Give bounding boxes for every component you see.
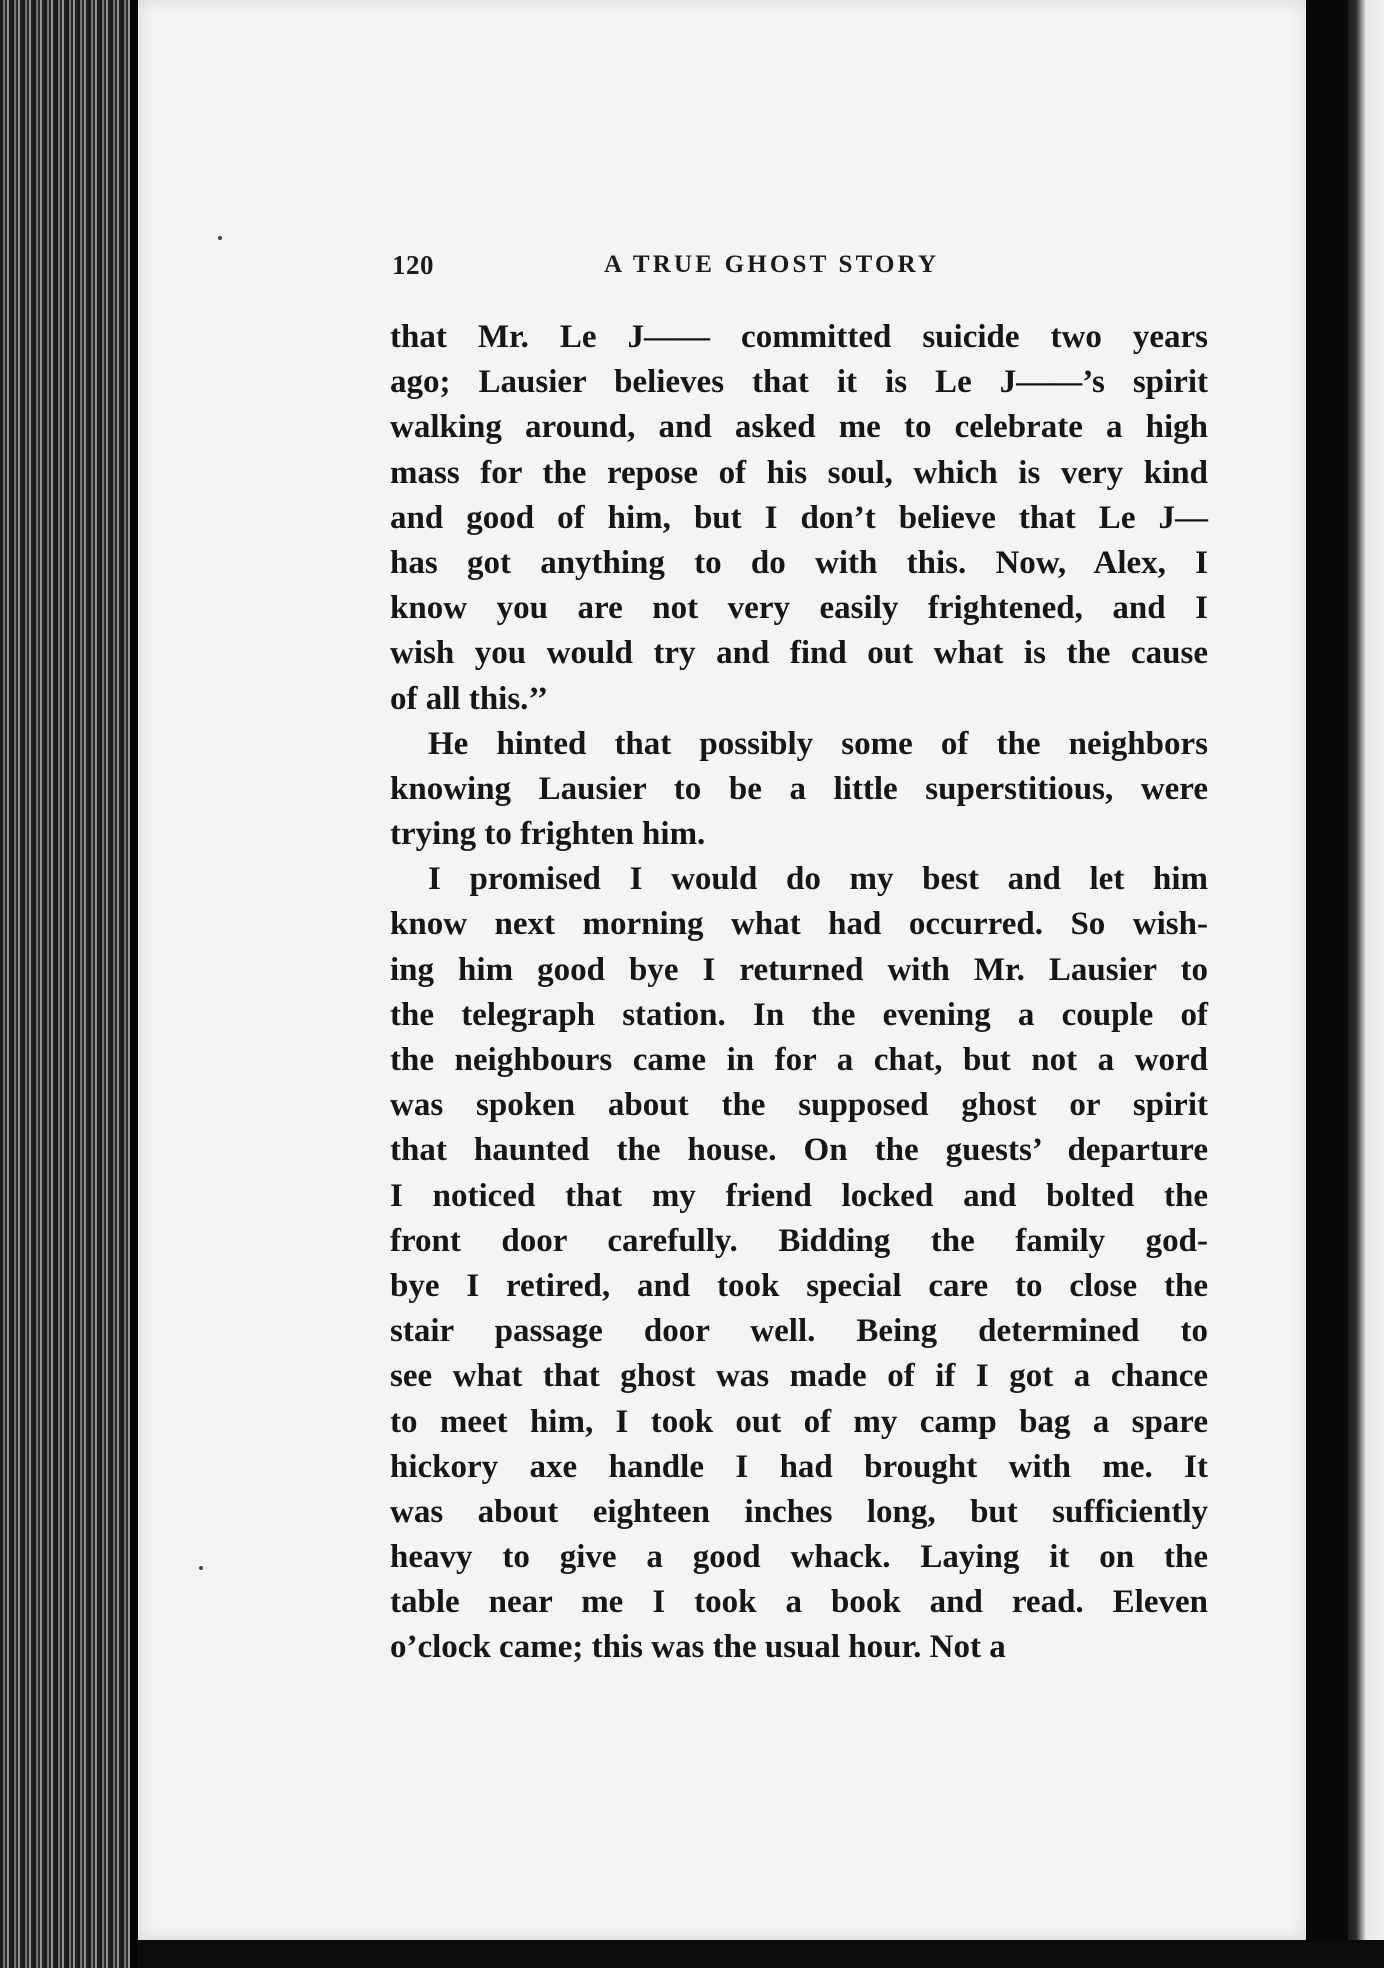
text-line: was spoken about the supposed ghost or spirit [390,1087,1208,1124]
text-line: I noticed that my friend locked and bolted the [390,1177,1208,1214]
text-line: knowing Lausier to be a little superstitious, were [390,770,1208,807]
text-line: heavy to give a good whack. Laying it on the [390,1539,1208,1576]
text-line: walking around, and asked me to celebrate a high [390,409,1208,446]
text-line: wish you would try and find out what is the cause [390,635,1208,672]
text-line: front door carefully. Bidding the family god- [390,1222,1208,1259]
text-line: know next morning what had occurred. So wish- [390,906,1208,943]
text-line: ago; Lausier believes that it is Le J——’s spirit [390,364,1208,401]
text-line: He hinted that possibly some of the neighbors [428,725,1208,762]
text-line: ing him good bye I returned with Mr. Lausier to [390,951,1208,988]
text-line: has got anything to do with this. Now, Alex, I [390,544,1208,581]
body-text [390,315,1208,1671]
text-line: of all this.’’ [390,680,548,717]
running-head [392,250,1004,290]
text-line: to meet him, I took out of my camp bag a spare [390,1403,1208,1440]
bottom-edge [138,1940,1384,1968]
ink-speck [199,1566,203,1570]
text-line: the telegraph station. In the evening a couple of [390,996,1208,1033]
text-line: hickory axe handle I had brought with me. It [390,1448,1208,1485]
text-line: o’clock came; this was the usual hour. Not a [390,1629,1006,1666]
text-line: that haunted the house. On the guests’ departure [390,1132,1208,1169]
text-line: trying to frighten him. [390,816,706,853]
binding-shadow [1306,0,1348,1968]
page-number: 120 [392,250,434,280]
text-line: table near me I took a book and read. Eleven [390,1584,1208,1621]
text-line: the neighbours came in for a chat, but not a word [390,1042,1208,1078]
book-page-edges [0,0,140,1968]
text-line: see what that ghost was made of if I got a chance [390,1358,1208,1395]
text-line: know you are not very easily frightened, and I [390,590,1208,627]
ink-speck [218,236,222,240]
text-line: mass for the repose of his soul, which is very kind [390,454,1208,491]
text-line: was about eighteen inches long, but sufficiently [390,1493,1208,1530]
running-title: A TRUE GHOST STORY [604,251,940,278]
text-line: I promised I would do my best and let him [428,861,1208,898]
text-line: that Mr. Le J—— committed suicide two years [390,319,1208,355]
text-line: bye I retired, and took special care to close the [390,1267,1208,1304]
text-line: and good of him, but I don’t believe that Le J— [390,499,1208,536]
text-line: stair passage door well. Being determined to [390,1313,1208,1350]
